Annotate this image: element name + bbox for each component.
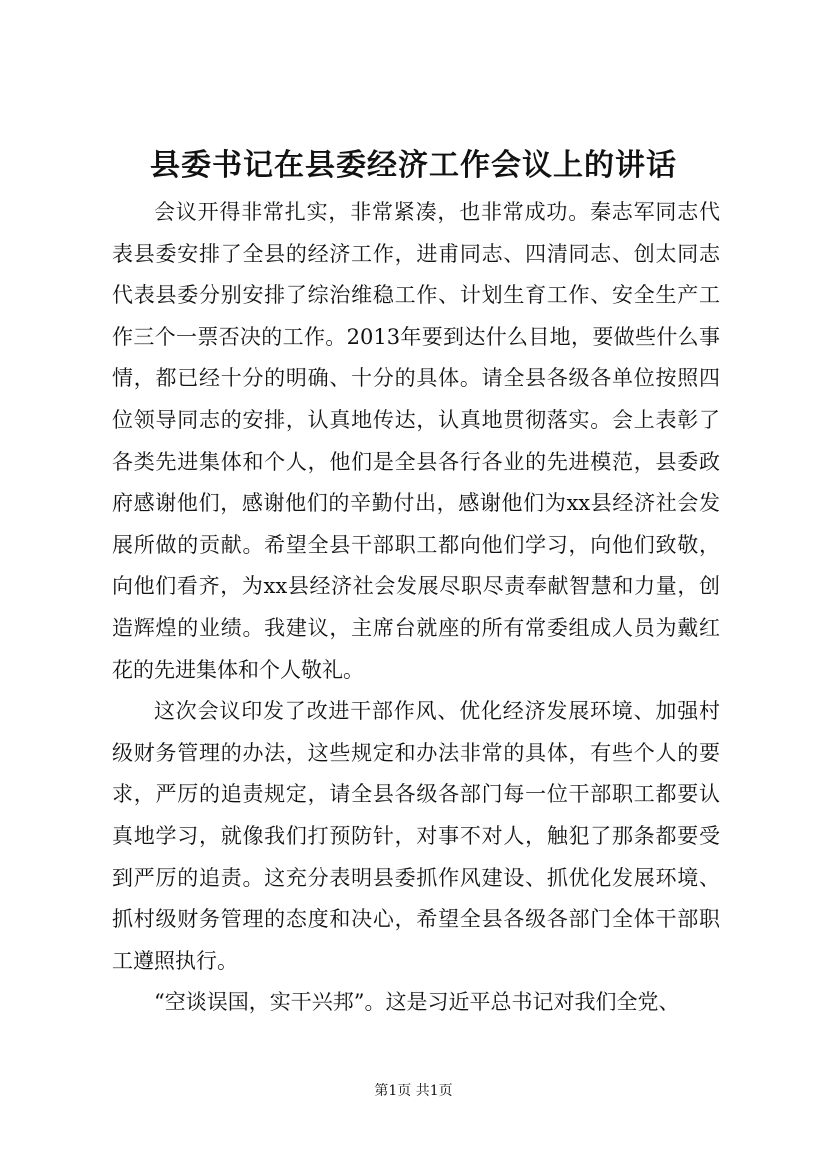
paragraph-2: 这次会议印发了改进干部作风、优化经济发展环境、加强村级财务管理的办法，这些规定和办法非常的具体，有些个人的要求，严厉的追责规定，请全县各级各部门每一位干部职工都要认真地学习，就像我们打预防针，对事不对人，触犯了那条都要受到严厉的追责。这充分表明县委抓作风建设、抓优化发展环境、抓村级财务管理的态度和决心，希望全县各级各部门全体干部职工遵照执行。 [112, 699, 720, 973]
document-title: 县委书记在县委经济工作会议上的讲话 [150, 148, 677, 183]
document-body [112, 192, 720, 1024]
page-footer: 第1页 共1页 [374, 1083, 453, 1099]
paragraph-1: 会议开得非常扎实，非常紧凑，也非常成功。秦志军同志代表县委安排了全县的经济工作，进甫同志、四清同志、创太同志代表县委分别安排了综治维稳工作、计划生育工作、安全生产工作三个一票否决的工作。2013年要到达什么目地，要做些什么事情，都已经十分的明确、十分的具体。请全县各级各单位按照四位领导同志的安排，认真地传达，认真地贯彻落实。会上表彰了各类先进集体和个人，他们是全县各行各业的先进模范，县委政府感谢他们，感谢他们的辛勤付出，感谢他们为xx县经济社会发展所做的贡献。希望全县干部职工都向他们学习，向他们致敬，向他们看齐，为xx县经济社会发展尽职尽责奉献智慧和力量，创造辉煌的业绩。我建议，主席台就座的所有常委组成人员为戴红花的先进集体和个人敬礼。 [112, 200, 720, 682]
paragraph-3: “空谈误国，实干兴邦”。这是习近平总书记对我们全党、 [154, 990, 680, 1015]
